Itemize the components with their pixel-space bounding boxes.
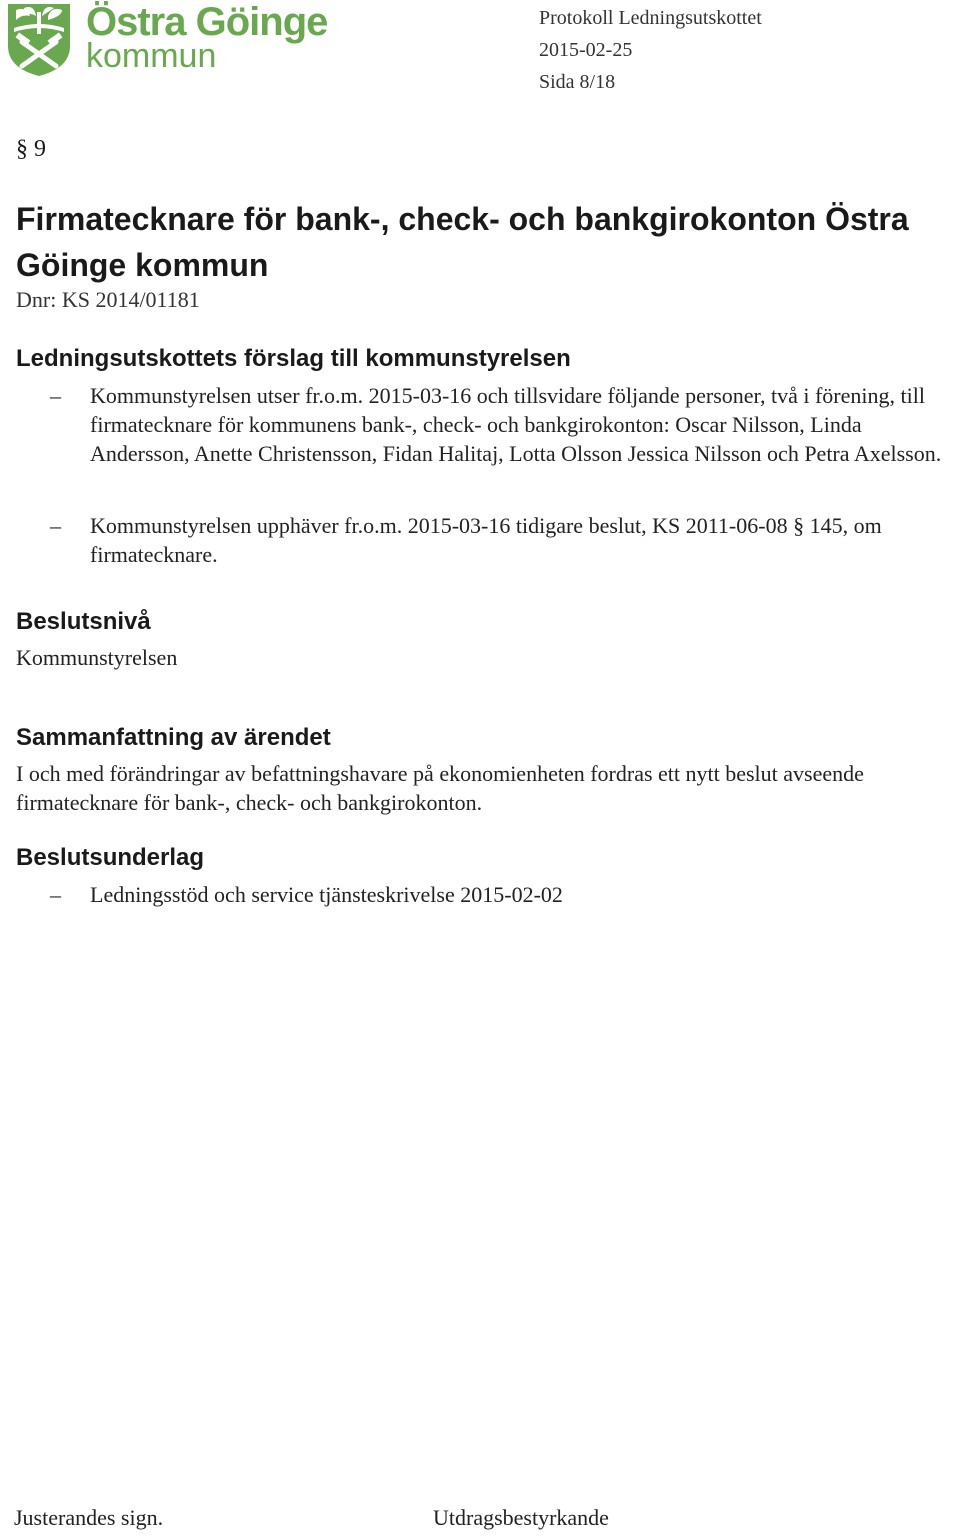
proposal-item-text: Kommunstyrelsen upphäver fr.o.m. 2015-03-16 tidigare beslut, KS 2011-06-08 § 145, om firmatecknare. bbox=[90, 513, 882, 567]
proposal-item-1 bbox=[50, 381, 942, 499]
document-type: Protokoll Ledningsutskottet bbox=[539, 7, 762, 29]
dash-bullet: – bbox=[50, 383, 61, 408]
case-number: Dnr: KS 2014/01181 bbox=[16, 287, 200, 312]
coat-of-arms-icon bbox=[6, 2, 72, 78]
logo-wordmark: Östra Göinge bbox=[86, 0, 328, 44]
decision-level-heading: Beslutsnivå bbox=[16, 608, 151, 635]
basis-item-1 bbox=[50, 880, 930, 910]
municipality-logo bbox=[6, 0, 328, 80]
summary-text: I och med förändringar av befattningshavare på ekonomienheten fordras ett nytt beslut avseende firmatecknare för bank-, check- och bankgirokonton. bbox=[16, 761, 864, 815]
document-date: 2015-02-25 bbox=[539, 39, 633, 61]
proposal-item-text: Kommunstyrelsen utser fr.o.m. 2015-03-16 och tillsvidare följande personer, två i förening, till firmatecknare för kommunens bank-, check- och bankgirokonton: Oscar Nilsson, Linda Andersson, Anette Christensson, Fidan Halitaj, Lotta Olsson Jessica Nilsson och Petra Axelsson. bbox=[90, 383, 942, 466]
decision-level-text: Kommunstyrelsen bbox=[16, 645, 178, 670]
dash-bullet: – bbox=[50, 513, 61, 538]
paragraph-number: § 9 bbox=[16, 136, 46, 162]
footer-signature-label: Justerandes sign. bbox=[14, 1505, 164, 1530]
proposal-item-2 bbox=[50, 511, 930, 571]
logo-subtitle: kommun bbox=[86, 37, 217, 75]
page-title: Firmatecknare för bank-, check- och bankgirokonton Östra Göinge kommun bbox=[16, 201, 909, 283]
proposal-heading: Ledningsutskottets förslag till kommunstyrelsen bbox=[16, 345, 571, 372]
dash-bullet: – bbox=[50, 882, 61, 907]
document-header bbox=[539, 2, 762, 98]
summary-heading: Sammanfattning av ärendet bbox=[16, 724, 331, 751]
basis-item-text: Ledningsstöd och service tjänsteskrivelse 2015-02-02 bbox=[90, 882, 563, 907]
basis-heading: Beslutsunderlag bbox=[16, 844, 205, 871]
footer-certification-label: Utdragsbestyrkande bbox=[433, 1505, 609, 1530]
page-number: Sida 8/18 bbox=[539, 71, 616, 93]
